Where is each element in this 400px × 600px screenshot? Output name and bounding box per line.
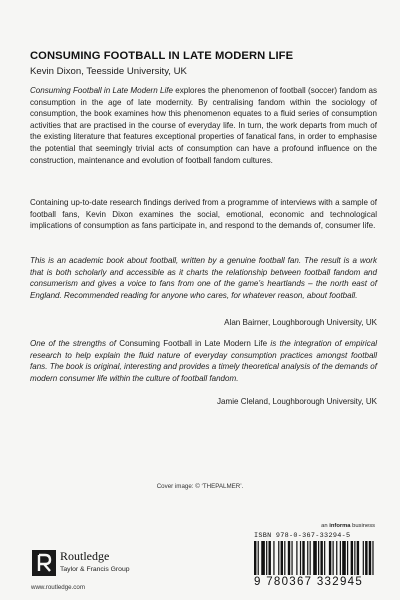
informa-brand: informa: [329, 523, 351, 529]
quote-2-book-title: Consuming Football in Late Modern Life: [119, 339, 268, 348]
endorsement-attribution-1: Alan Bairner, Loughborough University, UK: [224, 318, 377, 327]
barcode-icon: [254, 541, 376, 575]
quote-2-lead: One of the strengths of: [30, 339, 120, 348]
barcode-digits: 9 780367 332945: [254, 576, 364, 588]
publisher-name: Routledge: [60, 549, 110, 563]
isbn-label: ISBN 978-0-367-33294-5: [254, 532, 351, 540]
quote-2-rest: is the integration of empirical research to help explain the fluid nature of everyday consumption practices amongst football fans. The book is original, interesting and provides a timely theoretical analysis of the demands of modern consumer life within the culture of football fandom.: [30, 339, 377, 383]
book-title: CONSUMING FOOTBALL IN LATE MODERN LIFE: [30, 50, 294, 62]
publisher-url: www.routledge.com: [31, 584, 85, 591]
endorsement-quote-2: [30, 338, 377, 384]
informa-suffix: business: [350, 523, 375, 529]
routledge-logo-icon: [31, 549, 57, 577]
author-line: Kevin Dixon, Teesside University, UK: [30, 66, 187, 77]
endorsement-quote-1: This is an academic book about football, written by a genuine football fan. The result is a work that is both scholarly and accessible as it charts the relationship between football fandom and consumerism and gives a voice to fans from one of the game’s heartlands – the north east of England. Recommended reading for anyone who cares, for whatever reason, about football.: [30, 256, 377, 300]
description-paragraph-1: [30, 85, 377, 166]
informa-business-tag: [321, 523, 375, 529]
cover-image-credit: Cover image: © ‘THEPALMER’.: [156, 483, 244, 490]
description-paragraph-1-text: explores the phenomenon of football (soccer) fandom as consumption in the age of late modernity. By centralising fandom within the sociology of consumption, the book examines how this phenomenon equates to a fluid series of consumption activities that are practised in the course of everyday life. In turn, the work departs from much of the existing literature that features exceptional properties of fanatical fans, in order to emphasise the potential that seemingly trivial acts of consumption can have a profound influence on the construction, maintenance and evolution of football fandom cultures.: [30, 86, 377, 165]
publisher-group: Taylor & Francis Group: [60, 566, 130, 573]
book-title-inline: Consuming Football in Late Modern Life: [30, 86, 173, 95]
description-paragraph-2: Containing up-to-date research findings derived from a programme of interviews with a sample of football fans, Kevin Dixon examines the social, emotional, economic and technological implications of consumption as fans participate in, and respond to the demands of, consumer life.: [30, 198, 377, 231]
endorsement-attribution-2: Jamie Cleland, Loughborough University, UK: [217, 397, 377, 406]
informa-prefix: an: [321, 523, 330, 529]
